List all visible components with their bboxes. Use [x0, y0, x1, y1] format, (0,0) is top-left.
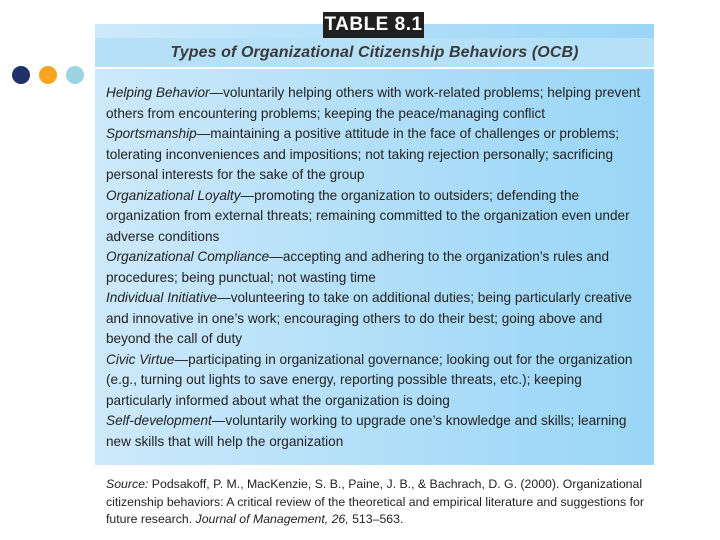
ocb-definition: —voluntarily helping others with work-related problems; helping prevent others from encountering problems; keeping the peace/managing conflict [106, 85, 641, 121]
source-citation [106, 476, 646, 529]
ocb-term: Self-development [106, 413, 212, 428]
ocb-definition: —voluntarily working to upgrade one’s knowledge and skills; learning new skills that will help the organization [106, 413, 627, 449]
table-number-badge: TABLE 8.1 [323, 12, 424, 38]
ocb-term: Civic Virtue [106, 351, 175, 367]
ocb-entry [106, 247, 644, 288]
title-band [95, 38, 654, 68]
entry-list [106, 83, 644, 452]
ocb-term: Sportsmanship [106, 126, 197, 141]
ocb-definition: —volunteering to take on additional duties; being particularly creative and innovative in one’s work; encouraging others to do their best; going above and beyond the call of duty [106, 290, 632, 346]
ocb-term: Helping Behavior [106, 85, 210, 100]
ocb-definition: —accepting and adhering to the organization’s rules and procedures; being punctual; not wasting time [106, 249, 610, 285]
ocb-term: Individual Initiative [106, 290, 218, 305]
ocb-term: Organizational Loyalty [106, 187, 241, 203]
ocb-entry [106, 83, 644, 124]
source-text: Podsakoff, P. M., MacKenzie, S. B., Paine, J. B., & Bachrach, D. G. (2000). Organizational citizenship behaviors: A critical review of the theoretical and empirical literature and suggestions for future research. [106, 477, 644, 527]
table-panel [95, 24, 654, 465]
ocb-definition: —promoting the organization to outsiders; defending the organization from external threats; remaining committed to the organization even under adverse conditions [106, 187, 630, 244]
orange-dot [39, 66, 57, 84]
ocb-entry [106, 186, 644, 248]
ocb-entry [106, 350, 644, 412]
navy-dot [12, 66, 30, 84]
title-divider [95, 67, 654, 69]
source-label: Source: [106, 477, 149, 491]
table-title: Types of Organizational Citizenship Behaviors (OCB) [170, 44, 579, 61]
light-blue-dot [66, 66, 84, 84]
ocb-term: Organizational Compliance [106, 249, 270, 264]
decorative-dots [12, 66, 84, 84]
source-pages: 513–563. [348, 512, 404, 527]
ocb-definition: —participating in organizational governance; looking out for the organization (e.g., turning out lights to save energy, reporting possible threats, etc.); keeping particularly informed about what the organization is doing [106, 351, 633, 408]
source-journal: Journal of Management, 26, [195, 512, 349, 527]
ocb-entry [106, 288, 644, 350]
ocb-entry [106, 124, 644, 186]
ocb-definition: —maintaining a positive attitude in the face of challenges or problems; tolerating inconveniences and impositions; not taking rejection personally; sacrificing personal interests for the sake of the group [106, 126, 620, 182]
ocb-entry [106, 411, 644, 452]
